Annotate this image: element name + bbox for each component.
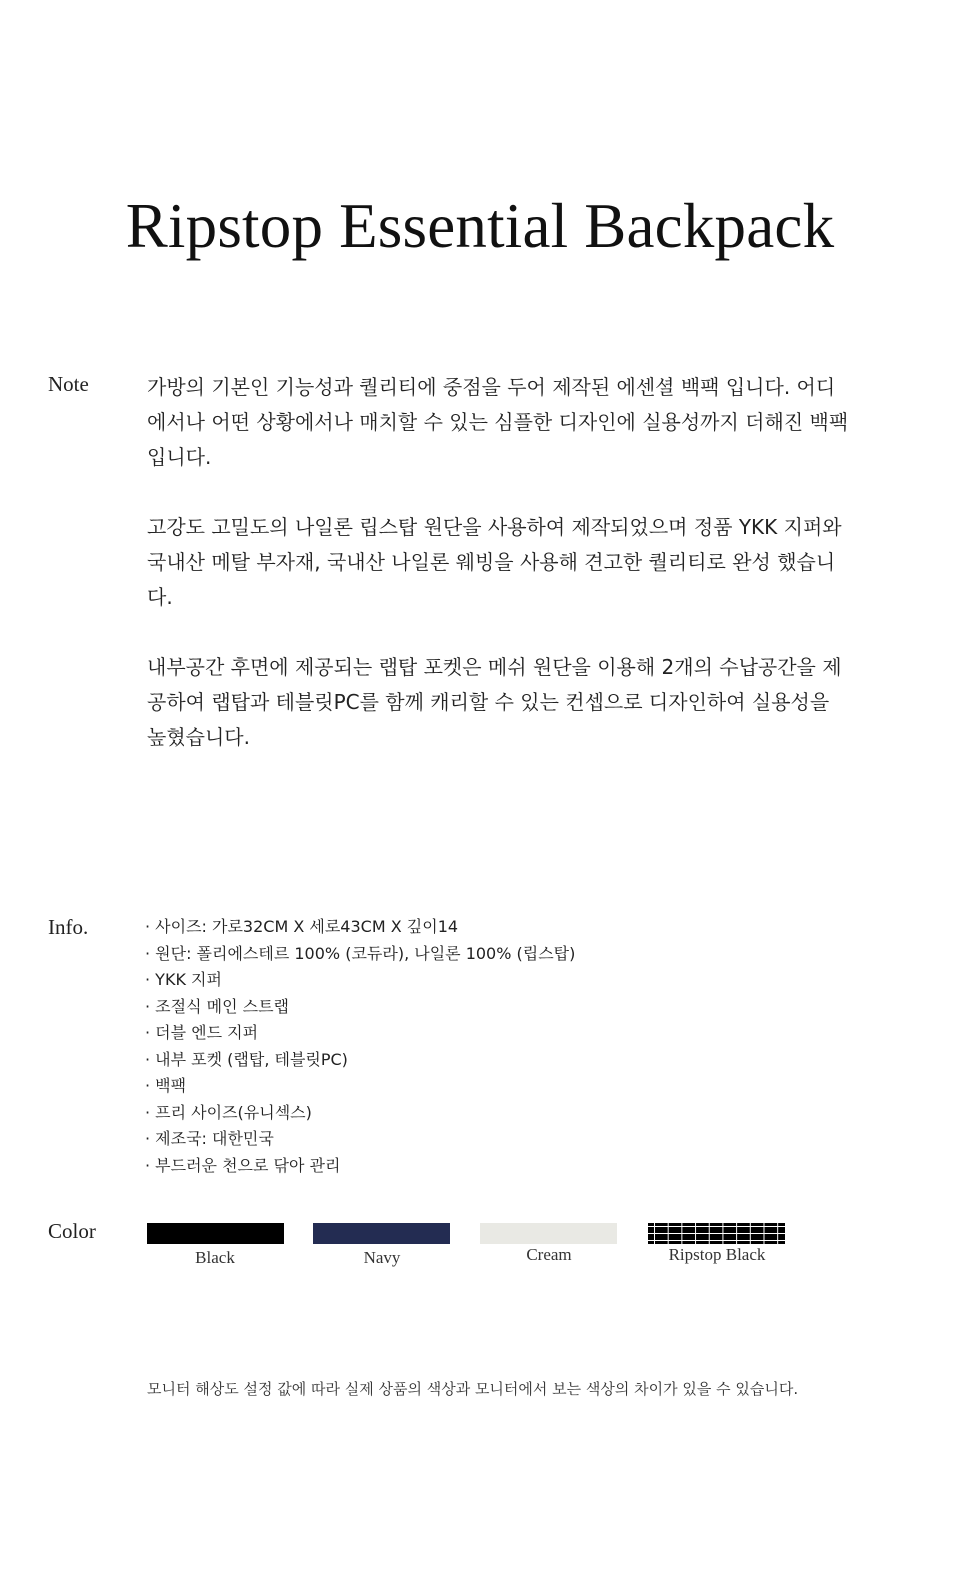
- color-label: Color: [48, 1219, 96, 1243]
- note-body: [147, 370, 867, 790]
- color-disclaimer: 모니터 해상도 설정 값에 따라 실제 상품의 색상과 모니터에서 보는 색상의 차이가 있을 수 있습니다.: [147, 1380, 799, 1398]
- swatch-navy: [313, 1223, 450, 1244]
- info-item-zipper: · YKK 지퍼: [145, 970, 222, 989]
- note-paragraph-2: 고강도 고밀도의 나일론 립스탑 원단을 사용하여 제작되었으며 정품 YKK 지퍼와 국내산 메탈 부자재, 국내산 나일론 웨빙을 사용해 견고한 퀄리티로 완성 했습니 다.: [147, 515, 842, 609]
- note-label: Note: [48, 372, 89, 396]
- swatch-label-black: Black: [195, 1248, 235, 1267]
- info-item-free-size: · 프리 사이즈(유니섹스): [145, 1102, 312, 1122]
- note-paragraph-1: 가방의 기본인 기능성과 퀄리티에 중점을 두어 제작된 에센셜 백팩 입니다. 어디 에서나 어떤 상황에서나 매치할 수 있는 심플한 디자인에 실용성까지 더해진 백팩 입니다.: [147, 375, 849, 469]
- info-item-care: · 부드러운 천으로 닦아 관리: [145, 1155, 341, 1175]
- info-item-type: · 백팩: [145, 1076, 187, 1095]
- info-list: [145, 914, 575, 1179]
- swatch-ripstop-black: [648, 1223, 785, 1244]
- swatch-cream: [480, 1223, 617, 1244]
- info-item-size: · 사이즈: 가로32CM X 세로43CM X 깊이14: [145, 917, 459, 936]
- info-item-fabric: · 원단: 폴리에스테르 100% (코듀라), 나일론 100% (립스탑): [145, 943, 576, 963]
- swatch-label-ripstop-black: Ripstop Black: [668, 1245, 766, 1264]
- product-title: Ripstop Essential Backpack: [125, 191, 835, 261]
- info-label: Info.: [48, 915, 89, 939]
- info-item-pocket: · 내부 포켓 (랩탑, 테블릿PC): [145, 1049, 348, 1069]
- swatch-black: [147, 1223, 284, 1244]
- info-item-strap: · 조절식 메인 스트랩: [145, 996, 289, 1016]
- info-item-origin: · 제조국: 대한민국: [145, 1129, 274, 1148]
- swatch-label-navy: Navy: [363, 1248, 401, 1267]
- swatch-label-cream: Cream: [526, 1245, 572, 1264]
- info-item-double-zipper: · 더블 엔드 지퍼: [145, 1023, 259, 1042]
- note-paragraph-3: 내부공간 후면에 제공되는 랩탑 포켓은 메쉬 원단을 이용해 2개의 수납공간을 제 공하여 랩탑과 테블릿PC를 함께 캐리할 수 있는 컨셉으로 디자인하여 실용성을 높혔습니다.: [147, 655, 842, 749]
